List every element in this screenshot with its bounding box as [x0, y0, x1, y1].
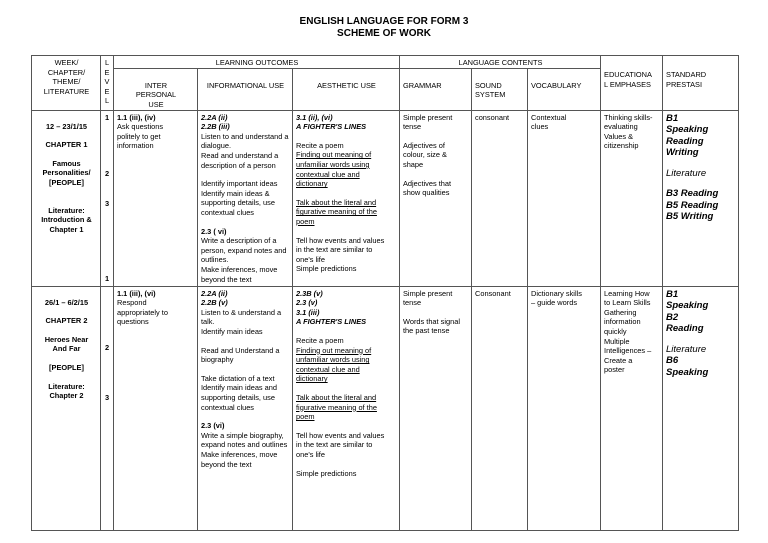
row1-grammar: Simple present tense Adjectives of colour, size & shape Adjectives that show qualities: [400, 110, 472, 286]
row1-aesthetic: 3.1 (ii), (vi) A FIGHTER'S LINES Recite a poem Finding out meaning of unfamiliar words using contextual clue and dictionary Talk about the literal and figurative meaning of the poem Tell how events and values in the text are similar to one's life Simple predictions: [293, 110, 400, 286]
row1-interpersonal: 1.1 (iii), (iv) Ask questions politely to get information: [114, 110, 198, 286]
header-inter-personal-use: INTER PERSONAL USE: [114, 68, 198, 110]
row2-interpersonal: 1.1 (iii), (vi) Respond appropriately to questions: [114, 286, 198, 530]
row1-educational: Thinking skills- evaluating Values & citizenship: [601, 110, 663, 286]
header-sound-system: SOUND SYSTEM: [472, 68, 528, 110]
scheme-of-work-table: [31, 55, 739, 531]
row1-standard: B1 Speaking Reading Writing Literature B3 Reading B5 Reading B5 Writing: [663, 110, 739, 286]
document-subtitle: SCHEME OF WORK: [337, 28, 431, 39]
row2-aesthetic: 2.3B (v) 2.3 (v) 3.1 (iii) A FIGHTER'S LINES Recite a poem Finding out meaning of unfamiliar words using contextual clue and dictionary Talk about the literal and figurative meaning of the poem Tell how events and values in the text are similar to one's life Simple predictions: [293, 286, 400, 530]
header-educational-emphases: EDUCATIONA L EMPHASES: [601, 56, 663, 111]
row2-informational: 2.2A (ii) 2.2B (v) Listen to & understand a talk. Identify main ideas Read and Understand a biography Take dictation of a text Identify main ideas and supporting details, use contextual clues 2.3 (vi) Write a simple biography, expand notes and outlines Make inferences, move beyond the text: [198, 286, 293, 530]
header-learning-outcomes: LEARNING OUTCOMES: [114, 56, 400, 69]
header-aesthetic-use: AESTHETIC USE: [293, 68, 400, 110]
row2-grammar: Simple present tense Words that signal the past tense: [400, 286, 472, 530]
row2-standard: B1 Speaking B2 Reading Literature B6 Speaking: [663, 286, 739, 530]
row1-vocabulary: Contextual clues: [528, 110, 601, 286]
row2-week: 26/1 – 6/2/15 CHAPTER 2 Heroes Near And Far [PEOPLE] Literature: Chapter 2: [32, 286, 101, 530]
row1-informational: 2.2A (ii) 2.2B (iii) Listen to and understand a dialogue. Read and understand a description of a person Identify important ideas Identify main ideas & supporting details, use contextual clues 2.3 ( vi) Write a description of a person, expand notes and outlines. Make inferences, move beyond the text: [198, 110, 293, 286]
header-grammar: GRAMMAR: [400, 68, 472, 110]
document-title: ENGLISH LANGUAGE FOR FORM 3: [299, 16, 469, 27]
row1-sound-system: consonant: [472, 110, 528, 286]
header-standard-prestasi: STANDARD PRESTASI: [663, 56, 739, 111]
row2-vocabulary: Dictionary skills – guide words: [528, 286, 601, 530]
header-vocabulary: VOCABULARY: [528, 68, 601, 110]
row1-week: 12 – 23/1/15 CHAPTER 1 Famous Personalities/ [PEOPLE] Literature: Introduction & Chapter 1: [32, 110, 101, 286]
row2-educational: Learning How to Learn Skills Gathering information quickly Multiple Intelligences – Create a poster: [601, 286, 663, 530]
row2-sound-system: Consonant: [472, 286, 528, 530]
header-week: WEEK/ CHAPTER/ THEME/ LITERATURE: [32, 56, 101, 111]
row1-levels: 1 2 3: [101, 110, 114, 286]
row2-levels: 1 2 3: [101, 286, 114, 530]
header-language-contents: LANGUAGE CONTENTS: [400, 56, 601, 69]
header-level: L E V E L: [101, 56, 114, 111]
header-informational-use: INFORMATIONAL USE: [198, 68, 293, 110]
